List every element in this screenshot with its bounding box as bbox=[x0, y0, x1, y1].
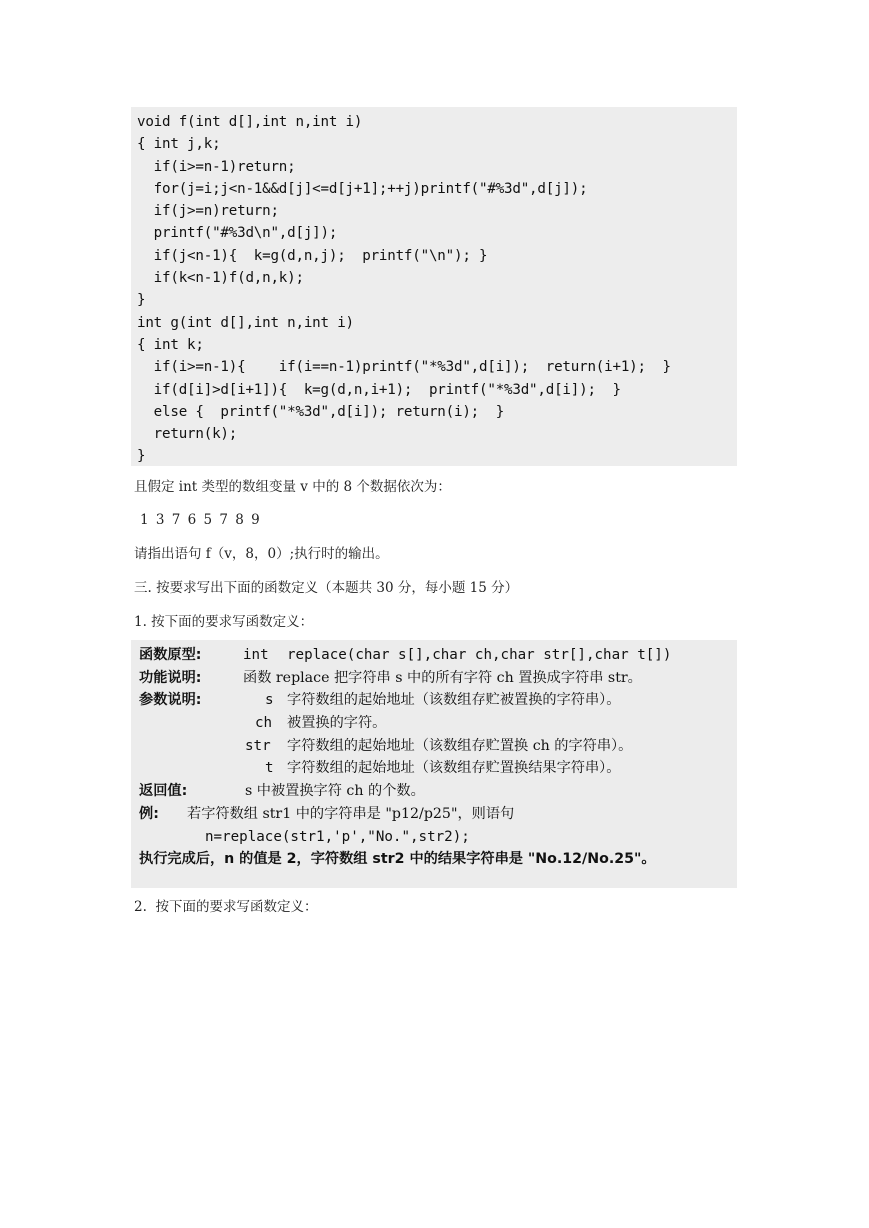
spec-label: 参数说明: bbox=[139, 692, 202, 709]
code-line: if(k<n-1)f(d,n,k); bbox=[137, 270, 304, 287]
code-line: void f(int d[],int n,int i) bbox=[137, 114, 363, 130]
spec-signature: replace(char s[],char ch,char str[],char t[]) bbox=[287, 647, 672, 663]
assumption-text: 且假定 int 类型的数组变量 v 中的 8 个数据依次为： bbox=[134, 479, 451, 495]
code-line: return(k); bbox=[137, 426, 238, 443]
example-result: 执行完成后，n 的值是 2，字符数组 str2 中的结果字符串是 "No.12/No.25"。 bbox=[139, 851, 656, 868]
code-line: int g(int d[],int n,int i) bbox=[137, 314, 354, 331]
spec-result-row bbox=[137, 848, 731, 871]
code-line: printf("#%3d\n",d[j]); bbox=[137, 225, 338, 242]
spec-function-row bbox=[137, 667, 731, 690]
code-line: if(i>=n-1)return; bbox=[137, 158, 296, 175]
code-line: if(j>=n)return; bbox=[137, 203, 279, 220]
param-name: s bbox=[265, 692, 274, 709]
spec-return-row bbox=[137, 780, 731, 803]
spec-param-row bbox=[137, 735, 731, 758]
code-image-block bbox=[131, 107, 737, 466]
spec-param-row bbox=[137, 689, 731, 712]
code-line: if(d[i]>d[i+1]){ k=g(d,n,i+1); printf("*%3d",d[i]); } bbox=[137, 381, 621, 398]
spec-label: 函数原型: bbox=[139, 647, 202, 663]
code-line: } bbox=[137, 292, 146, 309]
section-heading: 三. 按要求写出下面的函数定义（本题共 30 分，每小题 15 分） bbox=[134, 580, 519, 596]
spec-example-row bbox=[137, 803, 731, 826]
code-line: { int k; bbox=[137, 336, 204, 353]
spec-label: 功能说明: bbox=[139, 669, 202, 686]
question-2-heading: 2. 按下面的要求写函数定义： bbox=[134, 899, 318, 915]
param-description: 字符数组的起始地址（该数组存贮被置换的字符串）。 bbox=[287, 692, 621, 709]
code-line: else { printf("*%3d",d[i]); return(i); } bbox=[137, 403, 505, 420]
code-line: { int j,k; bbox=[137, 136, 221, 153]
param-name: str bbox=[245, 737, 271, 754]
code-line: for(j=i;j<n-1&&d[j]<=d[j+1];++j)printf("#%3d",d[j]); bbox=[137, 180, 588, 197]
spec-label: 例: bbox=[139, 805, 159, 822]
spec-description: 函数 replace 把字符串 s 中的所有字符 ch 置换成字符串 str。 bbox=[243, 669, 642, 686]
spec-param-row bbox=[137, 712, 731, 735]
code-line: } bbox=[137, 448, 146, 465]
param-description: 字符数组的起始地址（该数组存贮置换 ch 的字符串）。 bbox=[287, 737, 633, 754]
spec-param-row bbox=[137, 757, 731, 780]
spec-image-block bbox=[131, 640, 737, 888]
param-description: 被置换的字符。 bbox=[287, 715, 387, 732]
data-values-text: 1 3 7 6 5 7 8 9 bbox=[140, 512, 260, 528]
param-name: t bbox=[265, 760, 274, 777]
example-description: 若字符数组 str1 中的字符串是 "p12/p25"，则语句 bbox=[187, 805, 515, 822]
question-text: 请指出语句 f（v，8，0）;执行时的输出。 bbox=[134, 546, 389, 562]
spec-prototype-row bbox=[137, 644, 731, 667]
param-description: 字符数组的起始地址（该数组存贮置换结果字符串）。 bbox=[287, 760, 621, 777]
spec-example-call-row bbox=[137, 826, 731, 849]
example-call: n=replace(str1,'p',"No.",str2); bbox=[205, 828, 470, 845]
param-name: ch bbox=[255, 715, 273, 732]
question-1-heading: 1. 按下面的要求写函数定义： bbox=[134, 614, 314, 630]
spec-return-type: int bbox=[243, 647, 269, 663]
code-line: if(i>=n-1){ if(i==n-1)printf("*%3d",d[i]); return(i+1); } bbox=[137, 359, 671, 376]
spec-label: 返回值: bbox=[139, 783, 188, 800]
code-line: if(j<n-1){ k=g(d,n,j); printf("\n"); } bbox=[137, 247, 488, 264]
return-description: s 中被置换字符 ch 的个数。 bbox=[245, 783, 425, 800]
